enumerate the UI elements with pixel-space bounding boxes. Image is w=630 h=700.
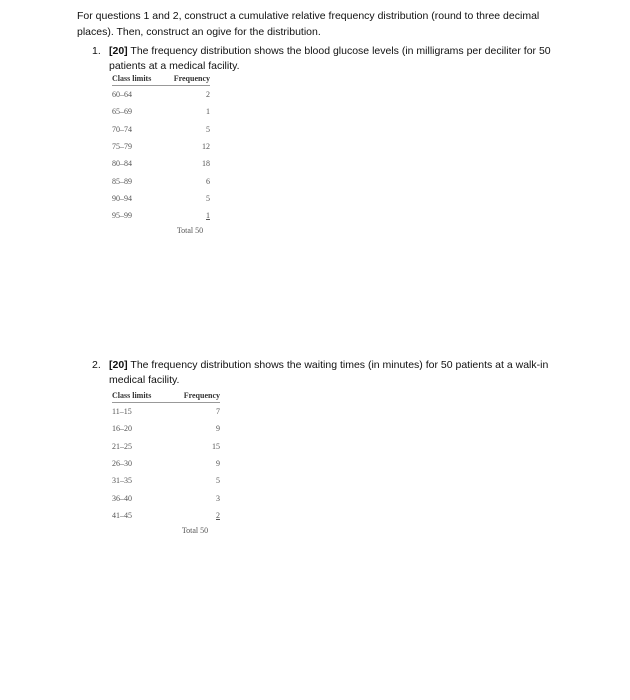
frequency-cell: 7 [216, 407, 220, 417]
frequency-cell: 6 [206, 176, 210, 186]
spacer [112, 526, 170, 535]
class-limits-cell: 70–74 [112, 124, 132, 134]
header-frequency: Frequency [173, 74, 210, 83]
frequency-cell: 2 [216, 510, 220, 520]
table-row [112, 207, 210, 224]
table-row [112, 86, 210, 103]
class-limits-cell: 31–35 [112, 476, 132, 486]
frequency-cell: 1 [206, 211, 210, 221]
table-total-row [112, 226, 210, 235]
table-row [112, 103, 210, 120]
table-row [112, 507, 220, 524]
frequency-cell: 5 [206, 124, 210, 134]
question-2 [92, 358, 572, 388]
class-limits-cell: 75–79 [112, 142, 132, 152]
table-row [112, 155, 210, 172]
table-header [112, 391, 220, 403]
table-row [112, 138, 210, 155]
class-limits-cell: 36–40 [112, 493, 132, 503]
class-limits-cell: 85–89 [112, 176, 132, 186]
header-frequency: Frequency [183, 391, 220, 400]
frequency-cell: 3 [216, 493, 220, 503]
question-text: The frequency distribution shows the waiting times (in minutes) for 50 patients at a walk-in medical facility. [109, 359, 549, 386]
question-points: [20] [109, 45, 128, 57]
table-row [112, 420, 220, 437]
class-limits-cell: 11–15 [112, 407, 132, 417]
class-limits-cell: 21–25 [112, 441, 132, 451]
class-limits-cell: 26–30 [112, 459, 132, 469]
header-class-limits: Class limits [112, 74, 152, 83]
question-text: The frequency distribution shows the blood glucose levels (in milligrams per deciliter for 50 patients at a medical facility. [109, 45, 551, 72]
spacer [112, 226, 170, 235]
table-row [112, 121, 210, 138]
question-number: 2. [92, 359, 101, 371]
frequency-cell: 9 [216, 424, 220, 434]
frequency-cell: 18 [202, 159, 210, 169]
frequency-cell: 2 [206, 90, 210, 100]
frequency-cell: 9 [216, 459, 220, 469]
class-limits-cell: 90–94 [112, 193, 132, 203]
class-limits-cell: 95–99 [112, 211, 132, 221]
total-cell: Total 50 [181, 526, 209, 536]
frequency-cell: 5 [216, 476, 220, 486]
frequency-table-2 [112, 391, 220, 535]
table-header [112, 74, 210, 86]
question-points: [20] [109, 359, 128, 371]
class-limits-cell: 80–84 [112, 159, 132, 169]
question-number: 1. [92, 45, 101, 57]
frequency-cell: 12 [202, 142, 210, 152]
total-cell: Total 50 [176, 226, 204, 236]
table-row [112, 172, 210, 189]
header-class-limits: Class limits [112, 391, 152, 400]
frequency-table-1 [112, 74, 210, 235]
table-row [112, 438, 220, 455]
table-row [112, 489, 220, 506]
class-limits-cell: 41–45 [112, 510, 132, 520]
frequency-cell: 15 [212, 441, 220, 451]
table-row [112, 455, 220, 472]
table-row [112, 472, 220, 489]
table-total-row [112, 526, 220, 535]
frequency-cell: 5 [206, 193, 210, 203]
class-limits-cell: 65–69 [112, 107, 132, 117]
table-row [112, 190, 210, 207]
class-limits-cell: 60–64 [112, 90, 132, 100]
instructions: For questions 1 and 2, construct a cumulative relative frequency distribution (round to three decimal places). Then, construct an ogive for the distribution. [77, 10, 540, 38]
question-1 [92, 44, 572, 74]
class-limits-cell: 16–20 [112, 424, 132, 434]
frequency-cell: 1 [206, 107, 210, 117]
table-row [112, 403, 220, 420]
